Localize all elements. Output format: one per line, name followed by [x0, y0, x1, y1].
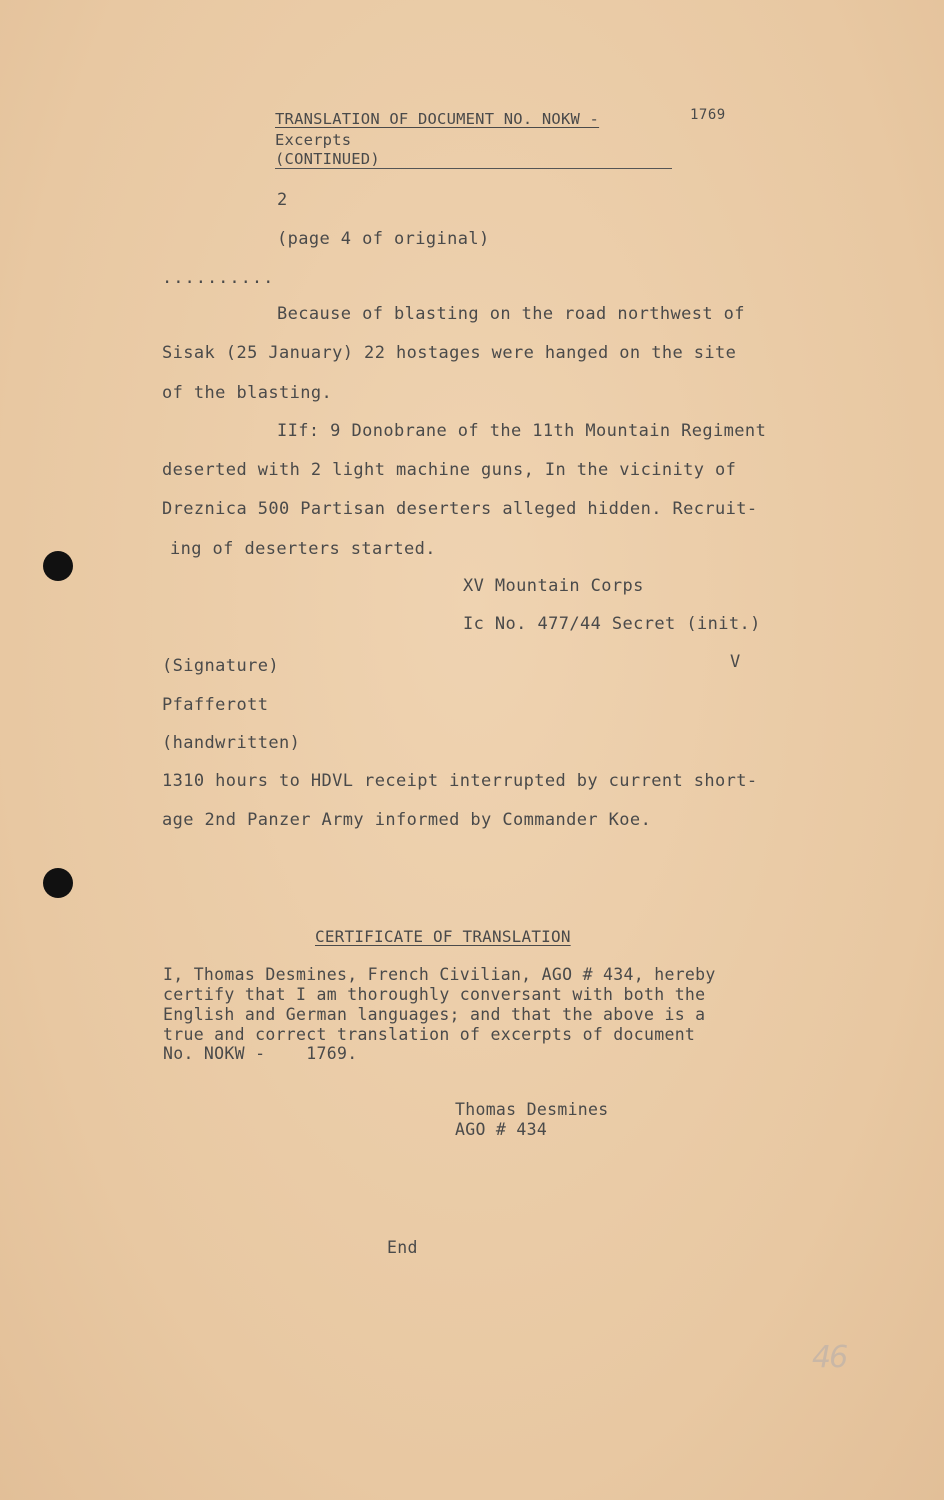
certificate-signer-name: Thomas Desmines: [455, 1100, 609, 1119]
pencil-page-number: 46: [812, 1340, 847, 1375]
end-marker: End: [387, 1238, 418, 1257]
header-rule: [275, 168, 672, 169]
certificate-title: CERTIFICATE OF TRANSLATION: [315, 927, 571, 946]
certificate-line-3: English and German languages; and that the above is a: [163, 1005, 706, 1024]
p3-line-2: age 2nd Panzer Army informed by Commander Koe.: [162, 810, 652, 830]
certificate-line-2: certify that I am thoroughly conversant with both the: [163, 985, 706, 1004]
p1-line-3: of the blasting.: [162, 383, 333, 403]
header-continued: (CONTINUED): [275, 150, 380, 168]
p1-line-2: Sisak (25 January) 22 hostages were hanged on the site: [162, 343, 737, 363]
page-number: 2: [277, 190, 288, 210]
header-title: TRANSLATION OF DOCUMENT NO. NOKW -: [275, 110, 600, 128]
signature-label: (Signature): [162, 656, 279, 676]
punch-hole-top: [43, 551, 73, 581]
signer-name: Pfafferott: [162, 695, 269, 715]
p1-line-1: Because of blasting on the road northwest of: [277, 304, 745, 324]
certificate-line-5: No. NOKW - 1769.: [163, 1044, 358, 1063]
header-doc-number: 1769: [690, 107, 726, 123]
page-reference: (page 4 of original): [277, 229, 490, 249]
check-mark: V: [730, 652, 741, 672]
p2-line-3: Dreznica 500 Partisan deserters alleged hidden. Recruit-: [162, 499, 758, 519]
p2-line-1: IIf: 9 Donobrane of the 11th Mountain Regiment: [277, 421, 767, 441]
certificate-line-1: I, Thomas Desmines, French Civilian, AGO # 434, hereby: [163, 965, 716, 984]
punch-hole-bottom: [43, 868, 73, 898]
p2-line-4: ing of deserters started.: [170, 539, 436, 559]
p3-line-1: 1310 hours to HDVL receipt interrupted by current short-: [162, 771, 758, 791]
header-excerpts: Excerpts: [275, 131, 352, 149]
handwritten-label: (handwritten): [162, 733, 301, 753]
ellipsis-marker: ..........: [162, 268, 275, 288]
p2-line-2: deserted with 2 light machine guns, In the vicinity of: [162, 460, 737, 480]
unit-name: XV Mountain Corps: [463, 576, 644, 596]
reference-number: Ic No. 477/44 Secret (init.): [463, 614, 761, 634]
certificate-line-4: true and correct translation of excerpts of document: [163, 1025, 696, 1044]
certificate-signer-id: AGO # 434: [455, 1120, 548, 1139]
